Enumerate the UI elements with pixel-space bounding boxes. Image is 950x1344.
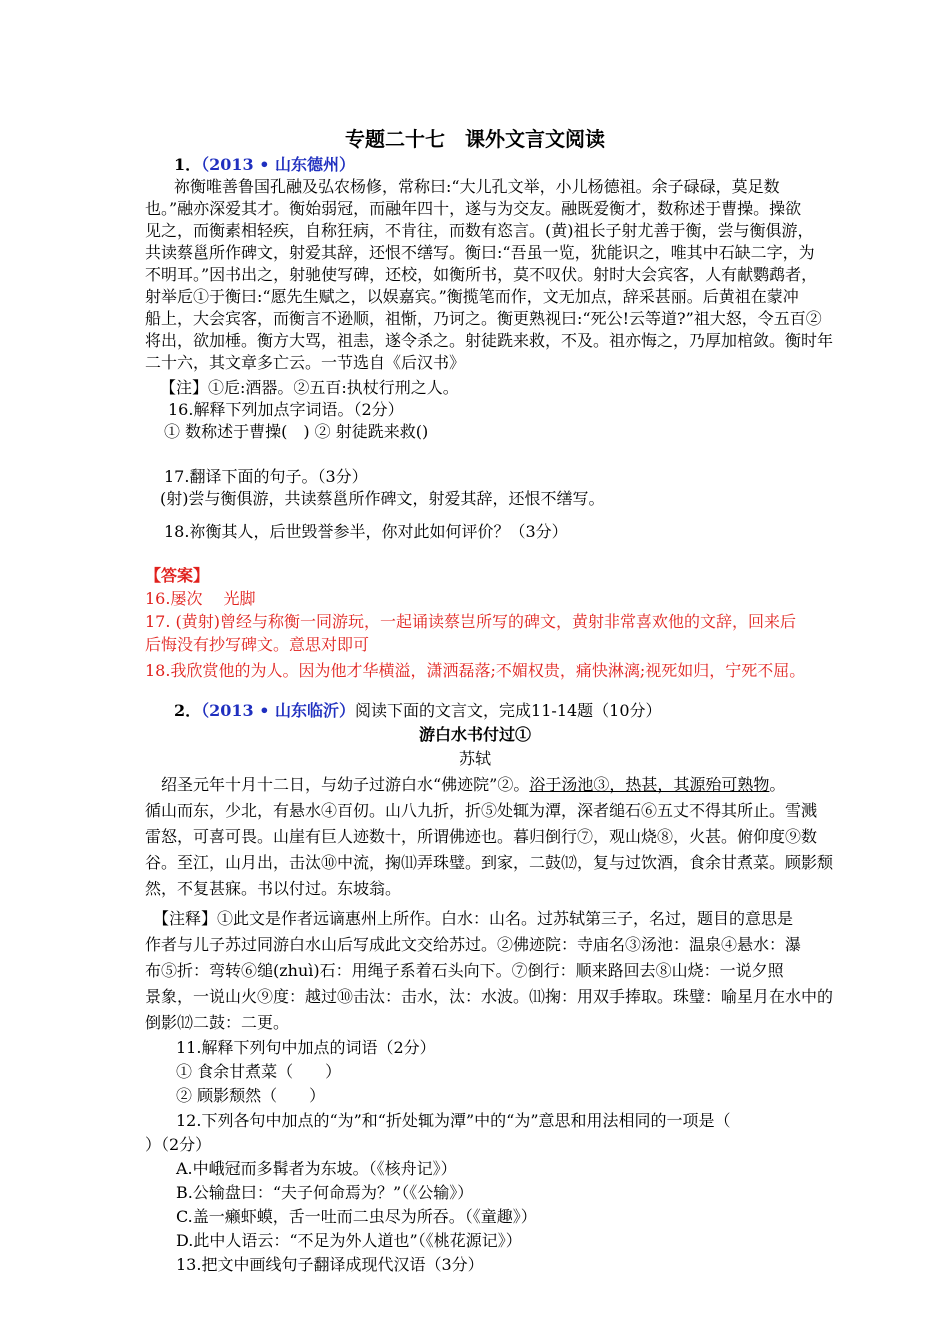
question-1-header: [174, 154, 355, 176]
option-d: D.此中人语云：“不足为外人道也”（《桃花源记》）: [176, 1231, 522, 1250]
answer-17-line: 后悔没有抄写碑文。意思对即可: [145, 635, 370, 654]
question-12-cont: ）（2分）: [145, 1135, 212, 1154]
question-17: 17.翻译下面的句子。（3分）: [164, 467, 368, 486]
question-source: （2013 • 山东德州）: [201, 155, 356, 174]
option-c: C.盖一癞虾蟆，舌一吐而二虫尽为所吞。（《童趣》）: [176, 1207, 537, 1226]
question-18: 18.祢衡其人，后世毁誉参半，你对此如何评价？（3分）: [164, 522, 568, 541]
passage-line: 也。”融亦深爱其才。衡始弱冠，而融年四十，遂与为交友。融既爱衡才，数称述于曹操。操欲: [145, 199, 802, 218]
footnote: 【注】①卮:酒器。②五百:执杖行刑之人。: [160, 378, 459, 397]
passage-line: 二十六，其文章多亡云。一节选自《后汉书》: [145, 353, 466, 372]
answer-18: 18.我欣赏他的为人。因为他才华横溢，潇洒磊落;不媚权贵，痛快淋漓;视死如归，宁死不屈。: [145, 661, 806, 680]
question-16: 16.解释下列加点字词语。（2分）: [168, 400, 404, 419]
passage-text: 绍圣元年十月十二日，与幼子过游白水“佛迹院”②。: [145, 775, 530, 794]
passage-author: 苏轼: [458, 749, 491, 768]
answer-heading: 【答案】: [145, 566, 210, 585]
question-11: 11.解释下列句中加点的词语（2分）: [176, 1038, 436, 1057]
passage-line: 祢衡唯善鲁国孔融及弘农杨修，常称曰:“大儿孔文举，小儿杨德祖。余子碌碌，莫足数: [174, 177, 780, 196]
question-source: （2013 • 山东临沂）: [201, 701, 356, 720]
passage-line: 不明耳。”因书出之，射驰使写碑，还校，如衡所书，莫不叹伏。射时大会宾客，人有献鹦鹉者，: [145, 265, 818, 284]
passage-line: [145, 774, 785, 796]
passage-line: 谷。至江，山月出，击汰⑩中流，掬⑾弄珠璧。到家，二鼓⑿，复与过饮酒，食余甘煮菜。顾影颓: [145, 853, 834, 872]
question-11a: ① 食余甘煮菜（ ）: [176, 1062, 342, 1081]
passage-line: 共读蔡邕所作碑文，射爱其辞，还恨不缮写。衡曰:“吾虽一览，犹能识之，唯其中石缺二字，为: [145, 243, 815, 262]
question-16-items: [164, 421, 428, 443]
notes-line: 【注释】①此文是作者远谪惠州上所作。白水：山名。过苏轼第三子，名过，题目的意思是: [145, 909, 794, 928]
notes-line: 倒影⑿二鼓：二更。: [145, 1013, 290, 1032]
notes-line: 景象，一说山火⑨度：越过⑩击汰：击水，汰：水波。⑾掬：用双手捧取。珠璧：喻星月在水中的: [145, 987, 834, 1006]
question-17-sentence: (射)尝与衡俱游，共读蔡邕所作碑文，射爱其辞，还恨不缮写。: [160, 489, 605, 508]
passage-title: 游白水书付过①: [418, 725, 531, 744]
page-title: 专题二十七 课外文言文阅读: [345, 127, 605, 151]
option-b: B.公输盘曰：“夫子何命焉为？”（《公输》）: [176, 1183, 474, 1202]
passage-line: 循山而东，少北，有悬水④百仞。山八九折，折⑤处辄为潭，深者缒石⑥五丈不得其所止。雪溅: [145, 801, 818, 820]
option-a: A.中峨冠而多髯者为东坡。（《核舟记》）: [176, 1159, 457, 1178]
notes-line: 作者与儿子苏过同游白水山后写成此文交给苏过。②佛迹院：寺庙名③汤池：温泉④悬水：瀑: [145, 935, 802, 954]
question-13: 13.把文中画线句子翻译成现代汉语（3分）: [176, 1255, 484, 1274]
question-16a: ① 数称述于曹操( ): [164, 422, 310, 441]
question-12: 12.下列各句中加点的“为”和“折处辄为潭”中的“为”意思和用法相同的一项是（: [176, 1111, 731, 1130]
passage-line: 射举卮①于衡曰:“愿先生赋之，以娱嘉宾。”衡揽笔而作，文无加点，辞采甚丽。后黄祖在蒙冲: [145, 287, 799, 306]
passage-line: 将出，欲加棰。衡方大骂，祖恚，遂令杀之。射徒跣来救，不及。祖亦悔之，乃厚加棺敛。衡时年: [145, 331, 834, 350]
passage-line: 见之，而衡素相轻疾，自称狂病，不肯往，而数有恣言。(黄)祖长子射尤善于衡，尝与衡俱游，: [145, 221, 814, 240]
answer-16: 16.屡次 光脚: [145, 589, 256, 608]
question-16b: ② 射徒跣来救(): [314, 422, 429, 441]
passage-line: 船上，大会宾客，而衡言不逊顺，祖惭，乃诃之。衡更熟视曰:“死公!云等道?”祖大怒，令五百②: [145, 309, 822, 328]
question-2-header: [174, 700, 662, 722]
notes-line: 布⑤折：弯转⑥缒(zhuì)石：用绳子系着石头向下。⑦倒行：顺来路回去⑧山烧：一说夕照: [145, 961, 784, 980]
answer-17-line: 17. (黄射)曾经与称衡一同游玩，一起诵读蔡岂所写的碑文，黄射非常喜欢他的文辞，回来后: [145, 612, 797, 631]
question-number: 1．: [174, 155, 202, 174]
passage-line: 雷怒，可喜可畏。山崖有巨人迹数十，所谓佛迹也。暮归倒行⑦，观山烧⑧，火甚。俯仰度⑨数: [145, 827, 818, 846]
question-intro: 阅读下面的文言文，完成11-14题（10分）: [355, 701, 662, 720]
underlined-sentence: 浴于汤池③，热甚，其源殆可熟物: [529, 775, 770, 794]
passage-line: 然，不复甚寐。书以付过。东坡翁。: [145, 879, 402, 898]
question-number: 2．: [174, 701, 202, 720]
passage-text: 。: [769, 775, 786, 794]
question-11b: ② 顾影颓然（ ）: [176, 1086, 326, 1105]
